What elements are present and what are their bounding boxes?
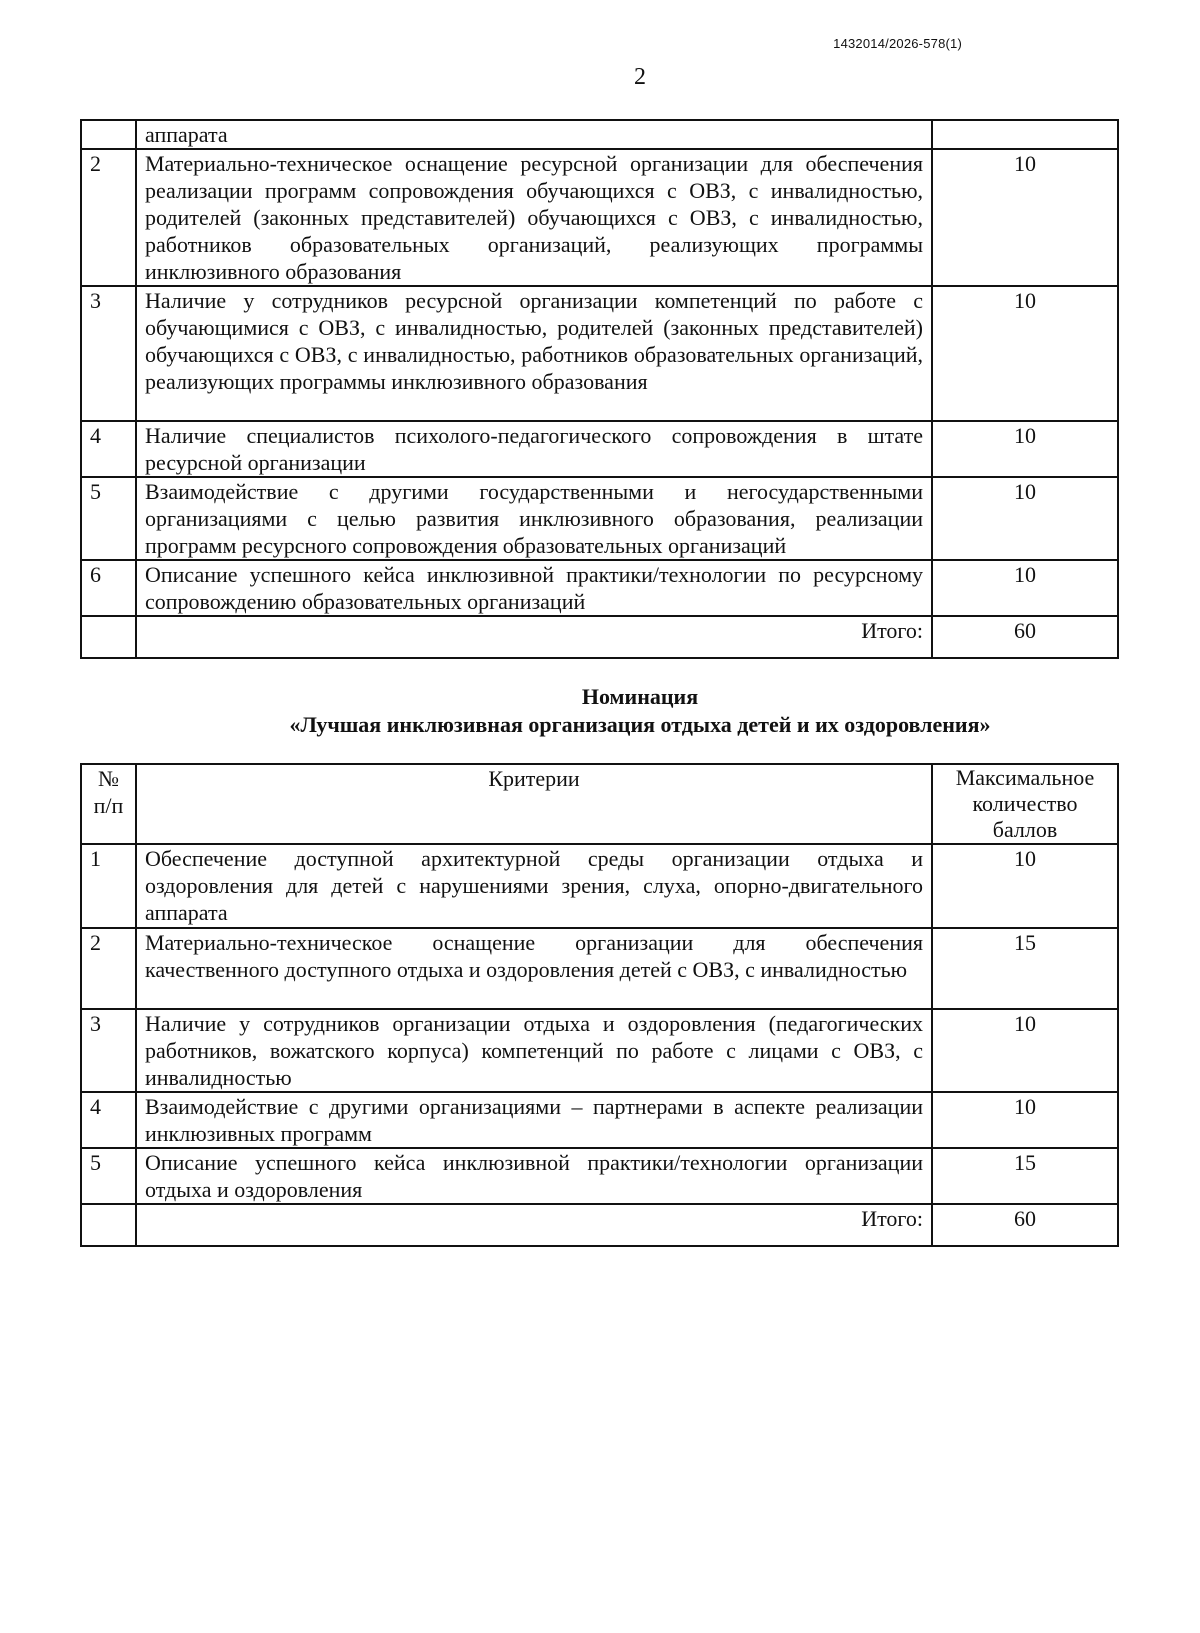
header-number: № п/п: [81, 764, 136, 844]
nomination-subtitle: «Лучшая инклюзивная организация отдыха детей и их оздоровления»: [289, 712, 991, 737]
total-value: 60: [932, 1204, 1118, 1246]
table-row: [81, 1092, 1118, 1148]
page-number: 2: [634, 64, 646, 90]
table-row: [81, 120, 1118, 149]
criterion-text: Материально-техническое оснащение ресурсной организации для обеспечения реализации программ сопровождения обучающихся с ОВЗ, с инвалидностью, родителей (законных представителей) обучающихся с ОВЗ, с инвалидностью, работников образовательных организаций, реализующих программы инклюзивного образования: [136, 149, 932, 286]
table-row: [81, 928, 1118, 1009]
criteria-table-continued: [80, 119, 1119, 659]
row-number: 4: [81, 421, 136, 477]
table-row: [81, 477, 1118, 560]
criterion-text: Наличие специалистов психолого-педагогического сопровождения в штате ресурсной организации: [136, 421, 932, 477]
total-label: Итого:: [136, 1204, 932, 1246]
row-number: 6: [81, 560, 136, 616]
criterion-text: аппарата: [136, 120, 932, 149]
table-row: [81, 560, 1118, 616]
row-number: 2: [81, 928, 136, 1009]
empty-cell: [81, 616, 136, 658]
criterion-score: 10: [932, 477, 1118, 560]
criterion-score: 10: [932, 1092, 1118, 1148]
criterion-text: Наличие у сотрудников ресурсной организации компетенций по работе с обучающимися с ОВЗ, с инвалидностью, родителей (законных представителей) обучающихся с ОВЗ, с инвалидностью, работников образовательных организаций, реализующих программы инклюзивного образования: [136, 286, 932, 421]
table-header-row: [81, 764, 1118, 844]
row-number: 1: [81, 844, 136, 928]
criterion-score: 10: [932, 560, 1118, 616]
table-row: [81, 1009, 1118, 1092]
row-number: 5: [81, 477, 136, 560]
table-row: [81, 286, 1118, 421]
table-row: [81, 1148, 1118, 1204]
nomination-title: Номинация: [581, 684, 699, 709]
total-value: 60: [932, 616, 1118, 658]
row-number: 4: [81, 1092, 136, 1148]
total-row: [81, 1204, 1118, 1246]
criterion-score: 10: [932, 421, 1118, 477]
total-label: Итого:: [136, 616, 932, 658]
criterion-text: Материально-техническое оснащение организации для обеспечения качественного доступного отдыха и оздоровления детей с ОВЗ, с инвалидностью: [136, 928, 932, 1009]
criteria-table: [80, 763, 1119, 1247]
document-number: 1432014/2026-578(1): [833, 36, 962, 51]
criterion-score: 10: [932, 149, 1118, 286]
criterion-text: Описание успешного кейса инклюзивной практики/технологии организации отдыха и оздоровления: [136, 1148, 932, 1204]
criterion-text: Взаимодействие с другими государственными и негосударственными организациями с целью развития инклюзивного образования, реализации программ ресурсного сопровождения образовательных организаций: [136, 477, 932, 560]
table-row: [81, 421, 1118, 477]
empty-cell: [81, 1204, 136, 1246]
criterion-score: 15: [932, 928, 1118, 1009]
header-criteria: Критерии: [136, 764, 932, 844]
criterion-text: Описание успешного кейса инклюзивной практики/технологии по ресурсному сопровождению образовательных организаций: [136, 560, 932, 616]
row-number: [81, 120, 136, 149]
criterion-score: 10: [932, 286, 1118, 421]
row-number: 5: [81, 1148, 136, 1204]
criterion-score: 10: [932, 1009, 1118, 1092]
criterion-score: 15: [932, 1148, 1118, 1204]
criterion-text: Взаимодействие с другими организациями – партнерами в аспекте реализации инклюзивных программ: [136, 1092, 932, 1148]
total-row: [81, 616, 1118, 658]
header-max-score: Максимальное количество баллов: [932, 764, 1118, 844]
criterion-text: Обеспечение доступной архитектурной среды организации отдыха и оздоровления для детей с нарушениями зрения, слуха, опорно-двигательного аппарата: [136, 844, 932, 928]
row-number: 2: [81, 149, 136, 286]
criterion-score: [932, 120, 1118, 149]
row-number: 3: [81, 1009, 136, 1092]
row-number: 3: [81, 286, 136, 421]
table-row: [81, 149, 1118, 286]
criterion-score: 10: [932, 844, 1118, 928]
criterion-text: Наличие у сотрудников организации отдыха и оздоровления (педагогических работников, вожатского корпуса) компетенций по работе с лицами с ОВЗ, с инвалидностью: [136, 1009, 932, 1092]
table-row: [81, 844, 1118, 928]
